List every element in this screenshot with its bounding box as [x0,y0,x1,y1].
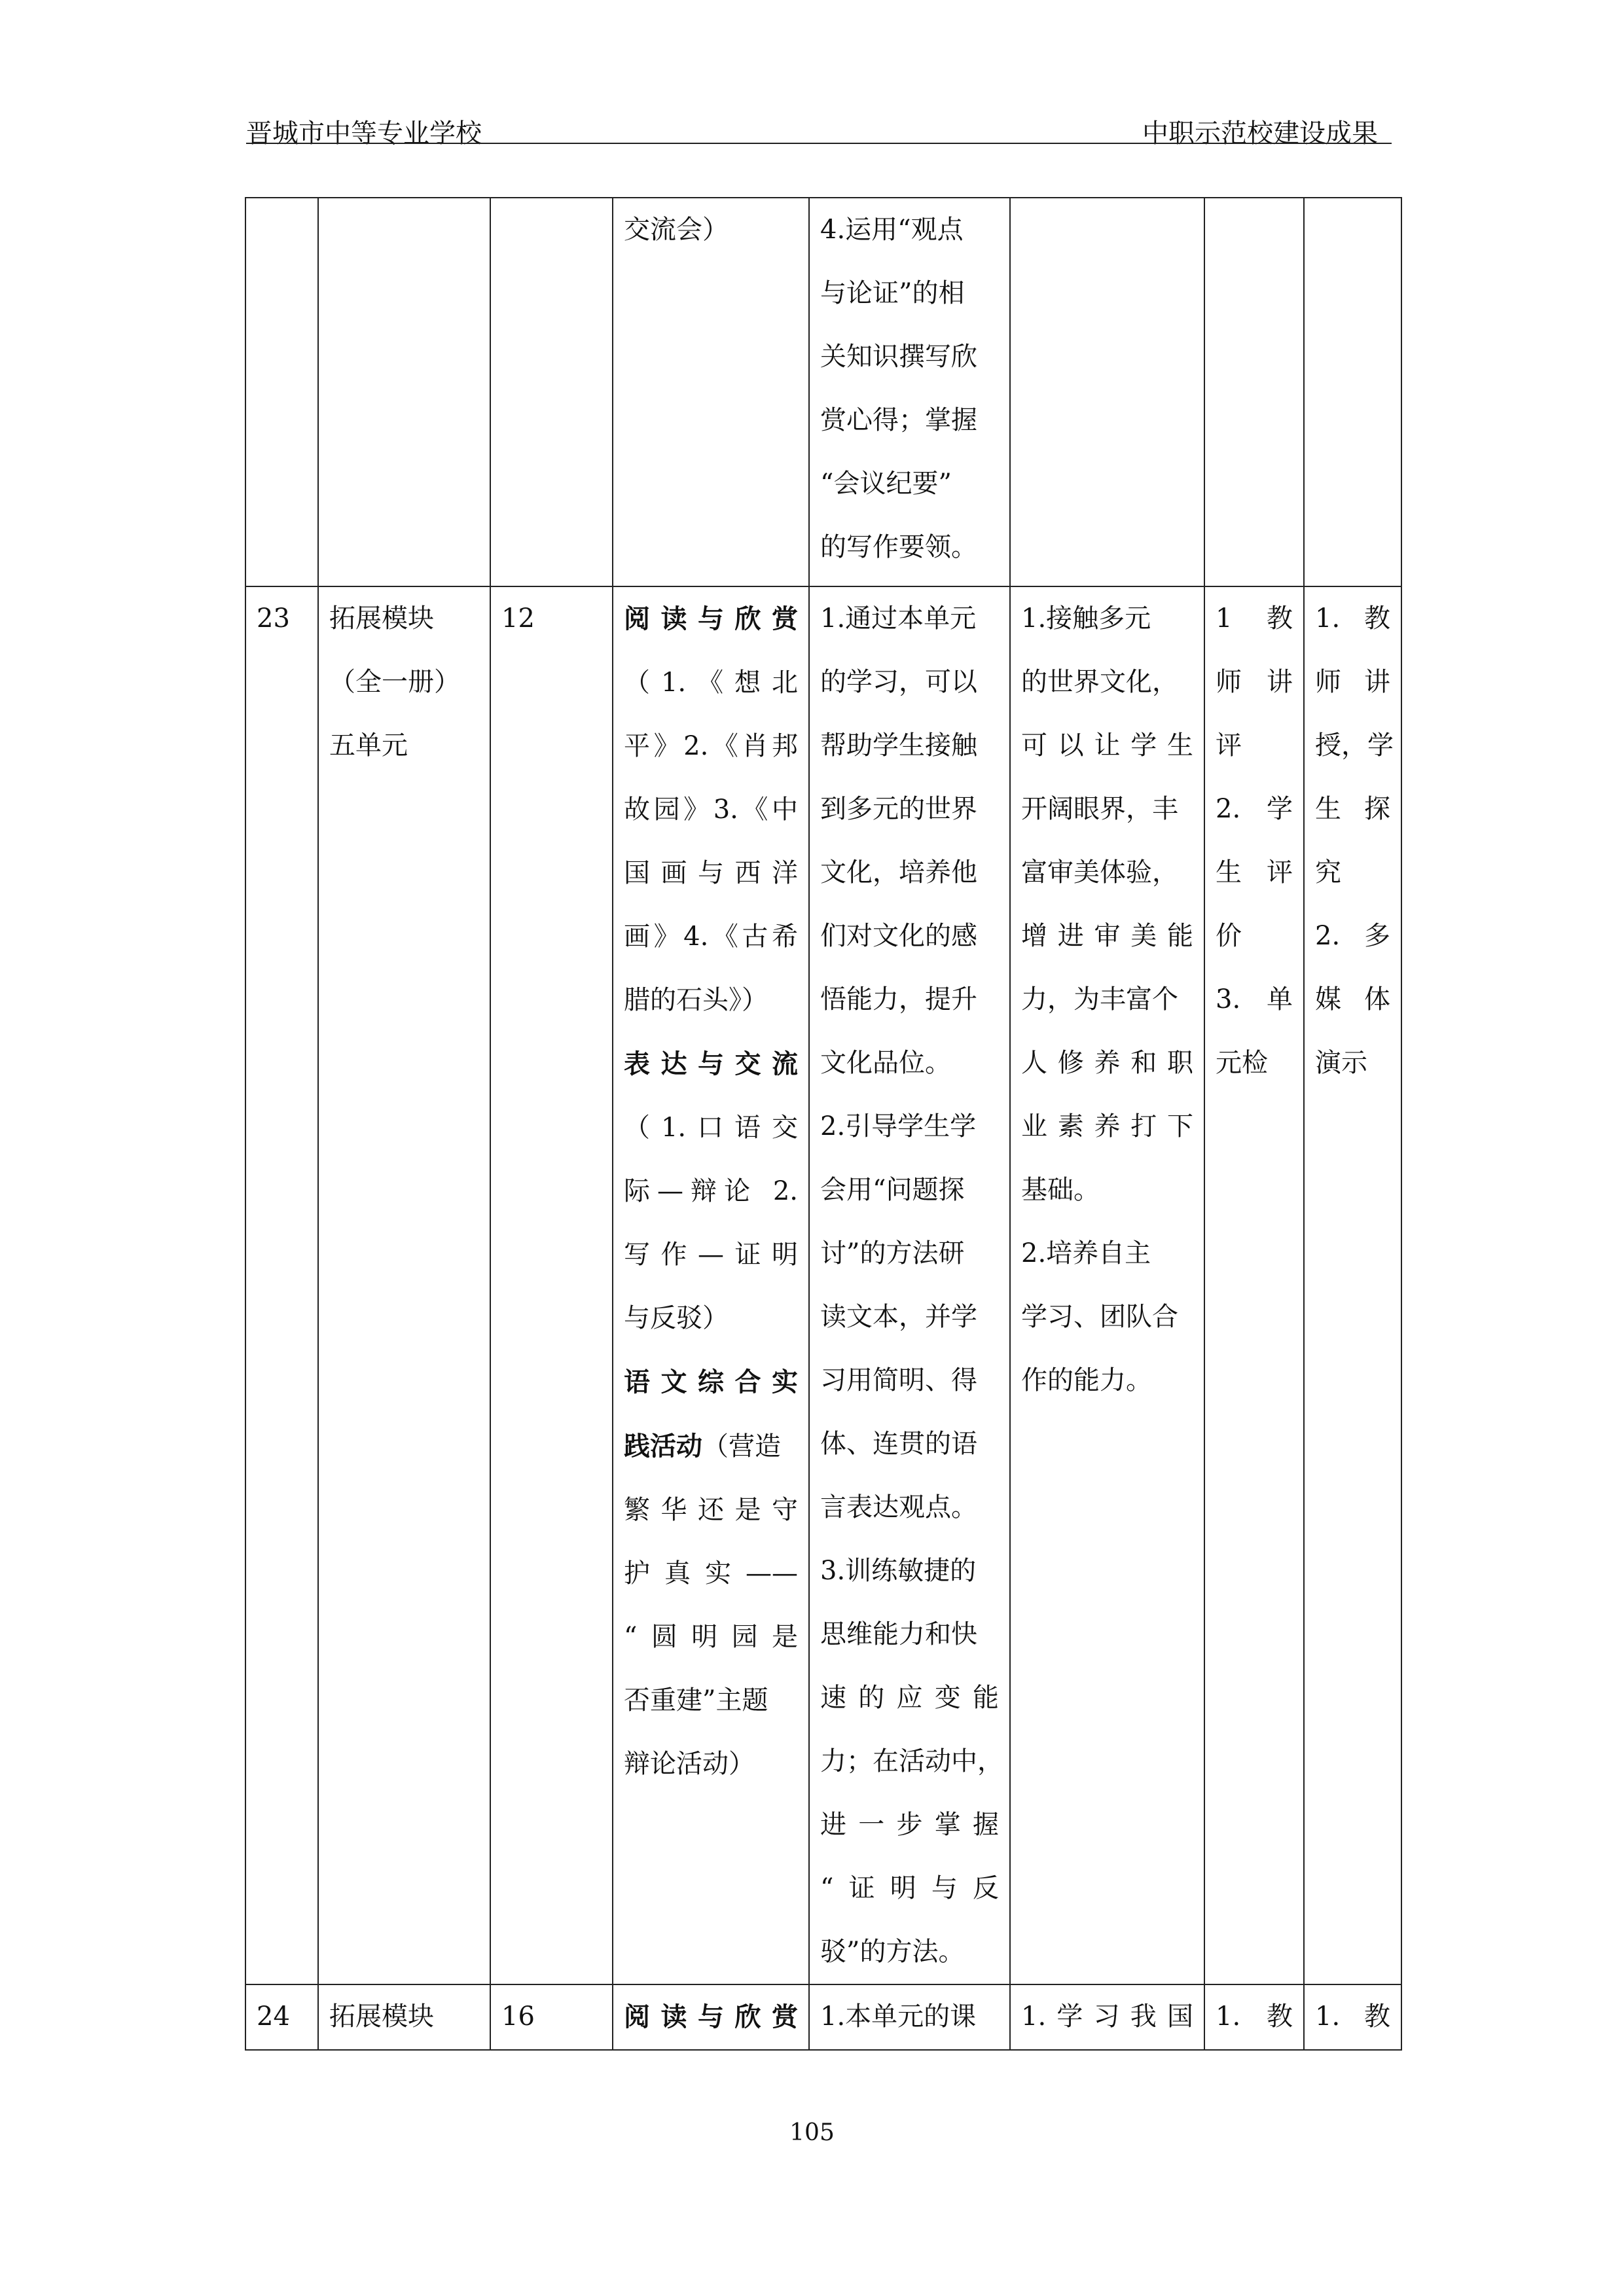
cell-objectives [809,1984,1010,2050]
objective-line: 进一步掌握 [820,1810,999,1840]
content-line: 交流会） [624,215,729,245]
content-heading [624,1985,798,2049]
cell-values [1010,198,1204,586]
objective-line: 言表达观点。 [820,1492,977,1522]
cell-content [613,1984,809,2050]
module-line: 五单元 [329,730,408,761]
objective-line: 会用“问题探 [820,1175,965,1205]
cell-hours: 16 [490,1984,613,2050]
cell-module [318,586,490,1984]
methods-line: 演示 [1315,1048,1367,1078]
content-line: 画》4.《古希 [624,922,798,952]
objective-line: 悟能力，提升 [820,984,977,1014]
objective-line: 4.运用“观点 [820,215,964,245]
content-line: 腊的石头》） [624,985,768,1015]
values-line: 人修养和职 [1021,1048,1193,1078]
table-row [245,586,1401,1984]
methods-line: 师讲 [1315,667,1390,697]
expression-heading: 表达与交流 [624,1049,798,1079]
table-row [245,198,1401,586]
content-heading [624,587,798,651]
reading-heading: 阅读与欣赏 [624,2001,798,2032]
module-line: 拓展模块 [329,603,434,634]
methods-line: 1. 教 [1315,2001,1390,2032]
practice-heading: 践活动 [624,1431,702,1462]
content-line: （1.口语交 [624,1113,798,1143]
objective-line: 2.引导学生学 [820,1111,977,1141]
content-line: 与反驳） [624,1303,729,1333]
methods-line: 2. 多 [1315,921,1390,951]
content-line: 国画与西洋 [624,858,798,888]
values-line: 可以让学生 [1021,730,1193,761]
values-line: 2.培养自主 [1021,1238,1151,1268]
page-number: 105 [789,2119,835,2146]
methods-line: 1. 教 [1315,603,1390,634]
evaluation-line: 价 [1216,921,1242,951]
table-row [245,1984,1401,2050]
cell-number: 24 [245,1984,318,2050]
cell-values [1010,586,1204,1984]
values-line: 的世界文化， [1021,667,1178,697]
objective-line: 思维能力和快 [820,1619,977,1649]
header-school-name: 晋城市中等专业学校 [246,118,482,149]
module-line: （全一册） [329,667,460,697]
content-heading [624,1032,798,1096]
content-line: 平》2.《肖邦 [624,731,798,761]
values-line: 富审美体验， [1021,857,1178,888]
content-line: 否重建”主题 [624,1685,768,1715]
objective-line: 与论证”的相 [820,278,965,308]
cell-evaluation [1204,1984,1304,2050]
evaluation-line: 1 教 [1216,603,1293,634]
cell-number: 23 [245,586,318,1984]
objective-line: “证明与反 [820,1873,999,1903]
evaluation-line: 师讲 [1216,667,1293,697]
content-heading [624,1350,798,1414]
objective-line: 1.本单元的课 [820,2001,977,2032]
objective-line: 们对文化的感 [820,921,977,951]
values-line: 作的能力。 [1021,1365,1152,1395]
objective-line: 的写作要领。 [820,532,977,562]
values-line: 1.学习我国 [1021,2001,1193,2032]
values-line: 力，为丰富个 [1021,984,1178,1014]
content-line [624,1414,798,1479]
cell-module [318,198,490,586]
evaluation-line: 3. 单 [1216,984,1293,1014]
evaluation-line: 2. 学 [1216,794,1293,824]
cell-content [613,586,809,1984]
objective-line: 力；在活动中， [820,1746,1003,1776]
header-document-title: 中职示范校建设成果 [1142,118,1378,149]
cell-objectives [809,586,1010,1984]
evaluation-line: 评 [1216,730,1242,761]
values-line: 1.接触多元 [1021,603,1151,634]
values-line: 开阔眼界，丰 [1021,794,1178,824]
curriculum-table [245,197,1402,2051]
objective-line: 1.通过本单元 [820,603,977,634]
objective-line: 帮助学生接触 [820,730,977,761]
cell-hours: 12 [490,586,613,1984]
content-line: “圆明园是 [624,1622,798,1652]
objective-line: 体、连贯的语 [820,1429,977,1459]
content-line: 故园》3.《中 [624,795,798,825]
reading-heading: 阅读与欣赏 [624,603,798,634]
methods-line: 授，学 [1315,730,1394,761]
objective-line: 讨”的方法研 [820,1238,965,1268]
methods-line: 生探 [1315,794,1390,824]
methods-line: 究 [1315,857,1341,888]
cell-content [613,198,809,586]
objective-line: 到多元的世界 [820,794,977,824]
objective-line: 文化品位。 [820,1048,951,1078]
cell-number [245,198,318,586]
values-line: 业素养打下 [1021,1111,1193,1141]
cell-evaluation [1204,198,1304,586]
content-line: 繁华还是守 [624,1495,798,1525]
cell-objectives [809,198,1010,586]
evaluation-line: 1. 教 [1216,2001,1293,2032]
cell-hours [490,198,613,586]
objective-line: “会议纪要” [820,469,952,499]
evaluation-line: 元检 [1216,1048,1268,1078]
objective-line: 的学习，可以 [820,667,977,697]
cell-values [1010,1984,1204,2050]
values-line: 学习、团队合 [1021,1302,1178,1332]
evaluation-line: 生评 [1216,857,1293,888]
cell-methods [1304,586,1401,1984]
objective-line: 3.训练敏捷的 [820,1556,977,1586]
content-line: （1.《想北 [624,668,798,698]
content-text: （营造 [702,1431,781,1462]
content-line: 护真实—— [624,1558,798,1588]
header-divider [246,143,1392,144]
content-line: 际—辩论 2. [624,1176,798,1206]
cell-methods [1304,1984,1401,2050]
cell-module: 拓展模块 [318,1984,490,2050]
objective-line: 速的应变能 [820,1683,999,1713]
cell-evaluation [1204,586,1304,1984]
objective-line: 关知识撰写欣 [820,342,977,372]
values-line: 增进审美能 [1021,921,1193,951]
objective-line: 文化，培养他 [820,857,977,888]
content-line: 辩论活动） [624,1749,755,1779]
objective-line: 习用简明、得 [820,1365,977,1395]
cell-methods [1304,198,1401,586]
practice-heading: 语文综合实 [624,1367,798,1397]
objective-line: 驳”的方法。 [820,1937,965,1967]
content-line: 写作—证明 [624,1240,798,1270]
objective-line: 读文本，并学 [820,1302,977,1332]
methods-line: 媒体 [1315,984,1390,1014]
values-line: 基础。 [1021,1175,1100,1205]
objective-line: 赏心得；掌握 [820,405,977,435]
